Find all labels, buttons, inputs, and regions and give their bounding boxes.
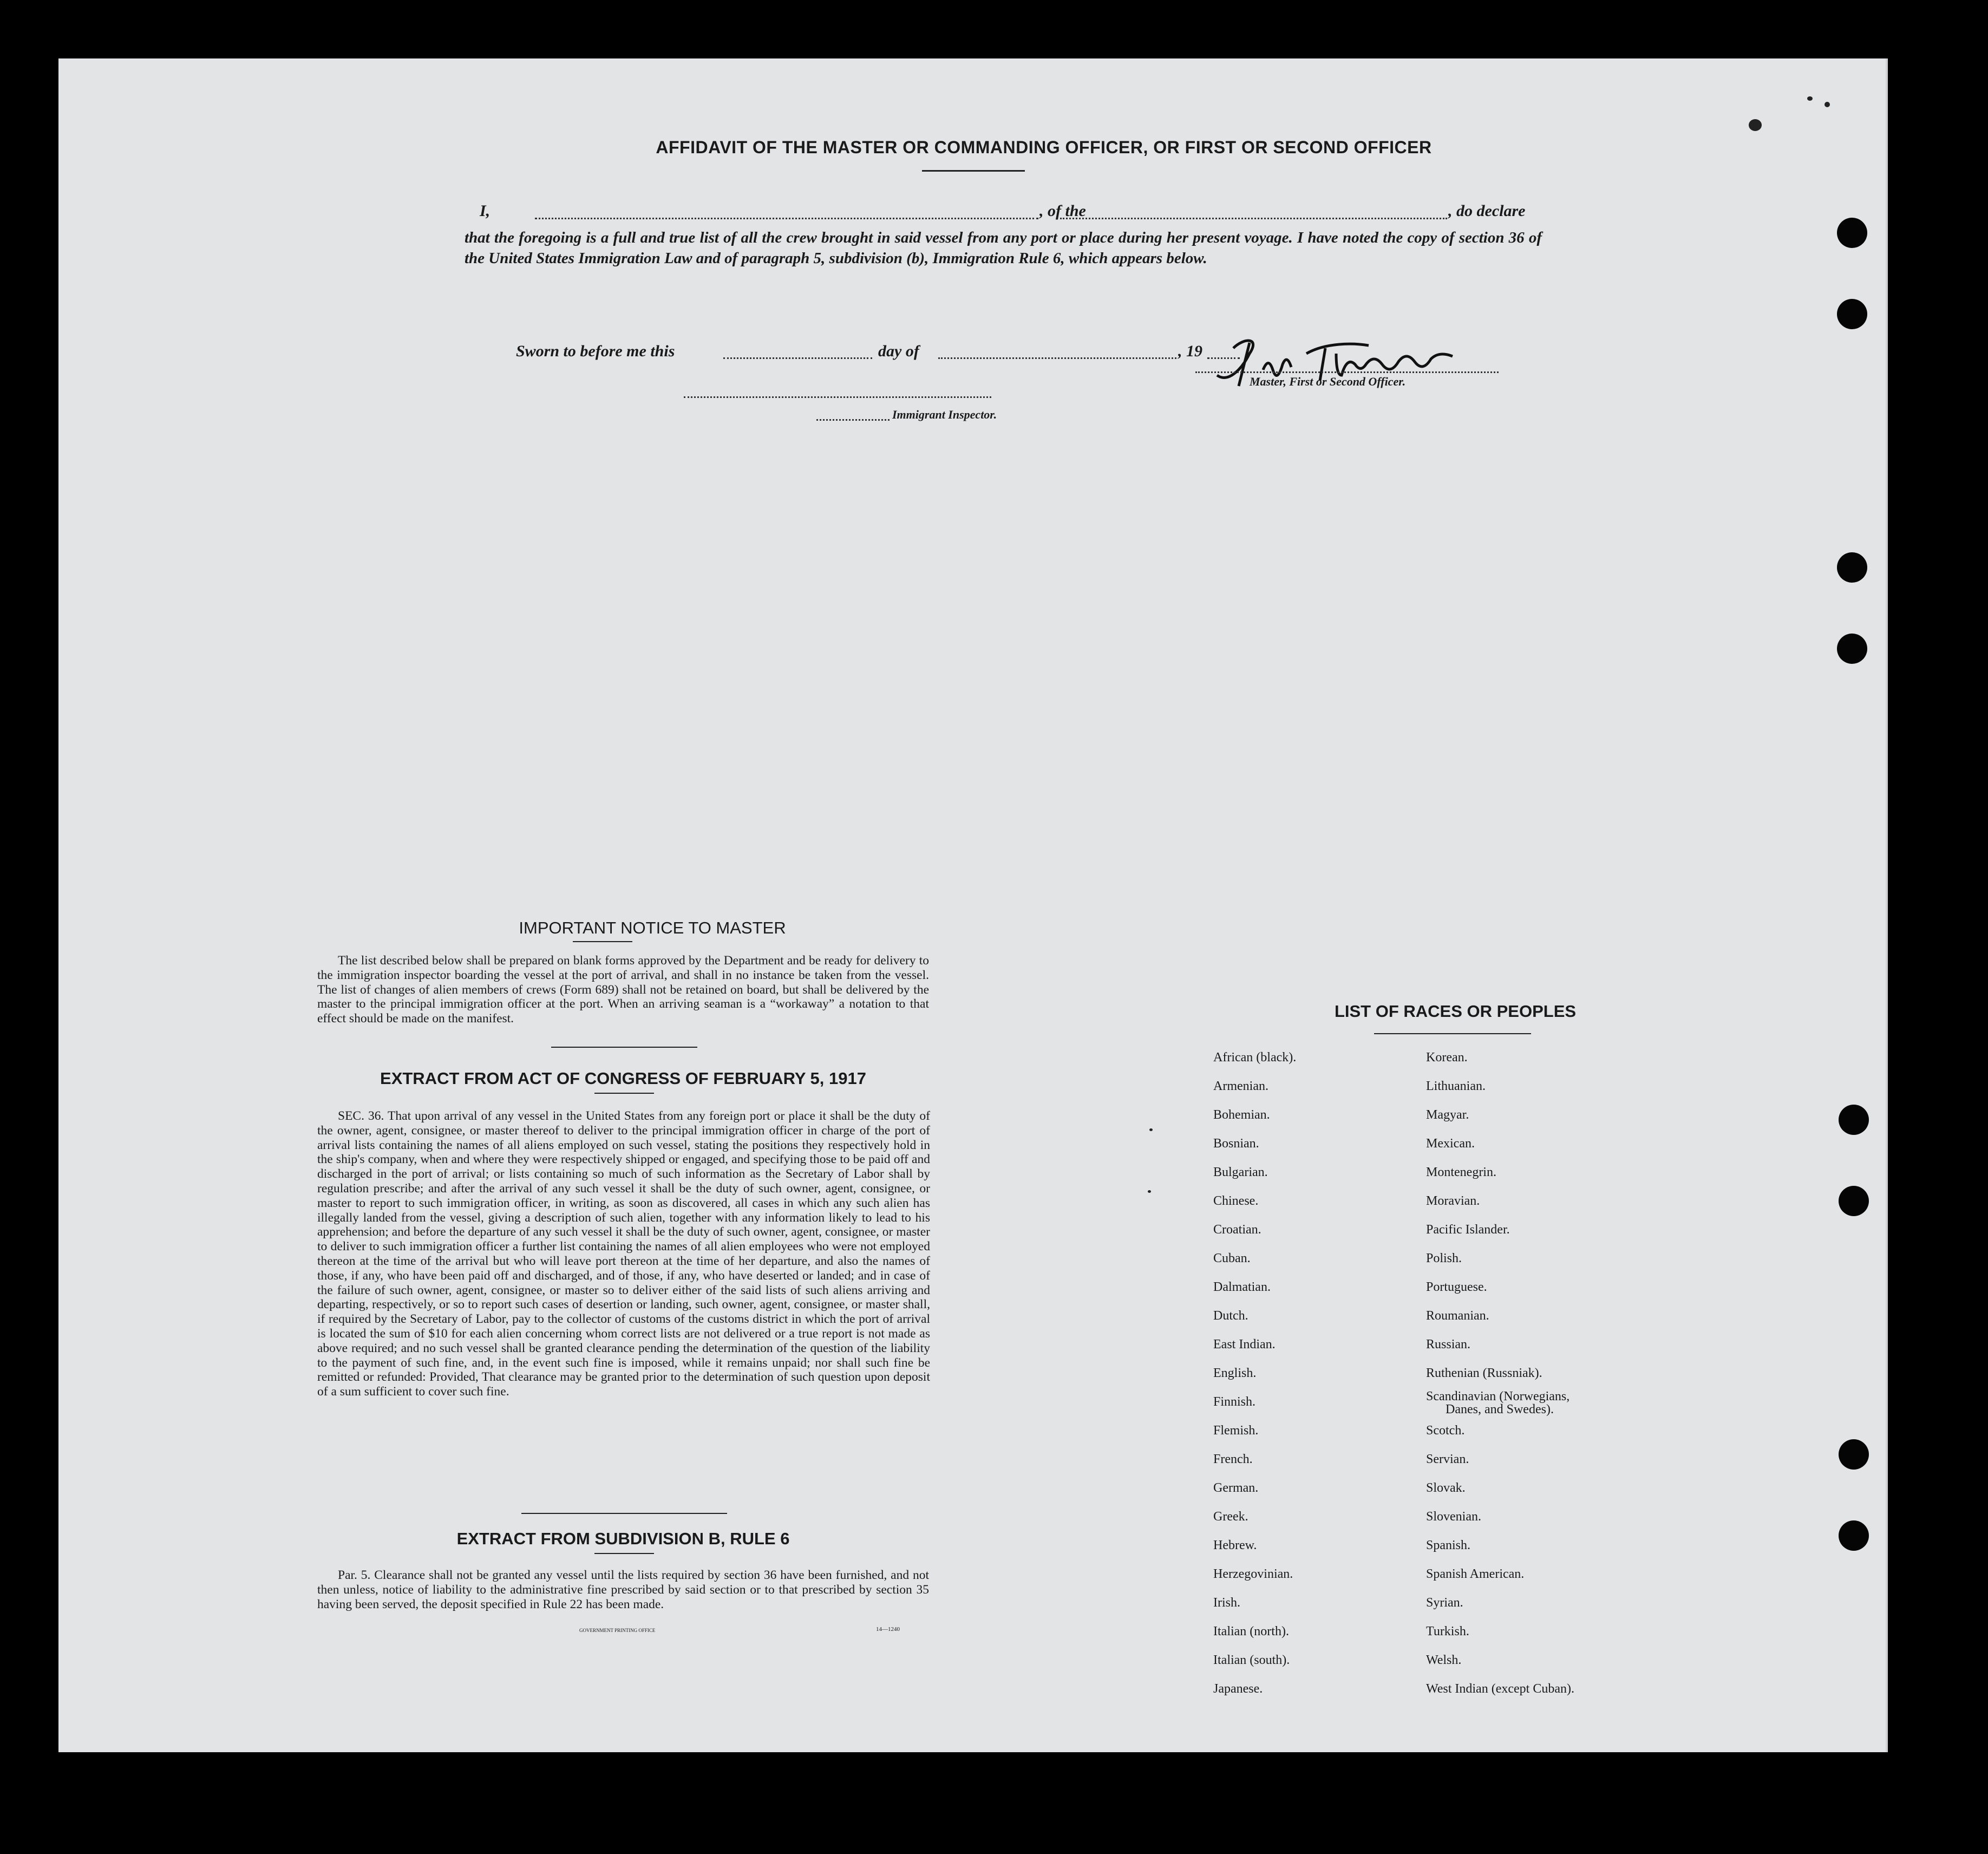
signer-label: Master, First or Second Officer.	[1250, 375, 1406, 388]
sworn-day-blank	[723, 357, 872, 359]
race-item: Polish.	[1426, 1251, 1462, 1265]
punch-hole	[1837, 218, 1867, 248]
race-item: Hebrew.	[1213, 1538, 1257, 1552]
do-declare-label: , do declare	[1448, 202, 1526, 220]
race-item: Spanish American.	[1426, 1567, 1525, 1581]
scan-speck	[1749, 119, 1762, 131]
race-item: Roumanian.	[1426, 1309, 1489, 1323]
race-item: Servian.	[1426, 1452, 1469, 1466]
extract-act-text: SEC. 36. That upon arrival of any vessel in the United States from any foreign port or place it shall be the duty of the owner, agent, consignee, or master thereof to deliver to the principal immigration officer in charge of the port of arrival lists containing the names of all aliens employed on such vessel, stating the positions they respectively hold in the ship's company, when and where they were respectively shipped or engaged, and specifying those to be paid off and discharged in the port of arrival; or lists containing so much of such information as the Secretary of Labor shall by regulation prescribe; and after the arrival of any such vessel it shall be the duty of such owner, agent, consignee, or master to report to such immigration officer, in writing, as soon as discovered, all cases in which any such alien has illegally landed from the vessel, giving a description of such alien, together with any information likely to lead to his apprehension; and before the departure of any such vessel it shall be the duty of such owner, agent, consignee, or master to deliver to such immigration officer a further list containing the names of all alien employees who were not employed thereon at the time of the arrival but who will leave port thereon at the time of her departure, and also the names of those, if any, who have been paid off and discharged, and of those, if any, who have deserted or landed; and in case of the failure of such owner, agent, consignee, or master so to deliver either of the said lists of such aliens arriving and departing, respectively, or so to report such cases of desertion or landing, such owner, agent, consignee, or master shall, if required by the Secretary of Labor, pay to the collector of customs of the customs district in which the port of arrival is located the sum of $10 for each alien concerning whom correct lists are not delivered or a true report is not made as above required; and no such vessel shall be granted clearance pending the determination of the question of the liability to the payment of such fine, and, in the event such fine is imposed, while it remains unpaid; nor shall such fine be remitted or refunded: Provided, That clearance may be granted prior to the determination of such question upon deposit of a sum sufficient to cover such fine.	[317, 1109, 930, 1399]
race-item: Chinese.	[1213, 1194, 1259, 1208]
race-item: African (black).	[1213, 1050, 1297, 1065]
race-item: Magyar.	[1426, 1108, 1469, 1122]
punch-hole	[1839, 1186, 1869, 1216]
race-item: Syrian.	[1426, 1596, 1463, 1610]
races-rule	[1374, 1033, 1531, 1034]
race-item: Pacific Islander.	[1426, 1223, 1510, 1237]
punch-hole	[1839, 1439, 1869, 1470]
race-item: Korean.	[1426, 1050, 1468, 1065]
race-item: Spanish.	[1426, 1538, 1471, 1552]
race-item: Bulgarian.	[1213, 1165, 1268, 1179]
extract-rule-title: EXTRACT FROM SUBDIVISION B, RULE 6	[456, 1529, 790, 1548]
vessel-name-blank	[1060, 218, 1447, 219]
printer-imprint: GOVERNMENT PRINTING OFFICE	[579, 1628, 656, 1633]
race-item: Turkish.	[1426, 1624, 1469, 1638]
race-item: Irish.	[1213, 1596, 1240, 1610]
race-item: French.	[1213, 1452, 1253, 1466]
race-item: Croatian.	[1213, 1223, 1261, 1237]
form-code: 14—1240	[876, 1626, 900, 1633]
scan-speck	[1807, 96, 1813, 101]
affidavit-statement: that the foregoing is a full and true list of all the crew brought in said vessel from any port or place during her present voyage. I have noted the copy of section 36 of the United States Immigration Law and of paragraph 5, subdivision (b), Immigration Rule 6, which appears below.	[465, 229, 1542, 267]
extract-rule-rule	[594, 1553, 654, 1554]
year-label: , 19	[1178, 342, 1202, 360]
title-rule	[922, 170, 1025, 172]
race-item: Armenian.	[1213, 1079, 1268, 1093]
extract-act-rule	[594, 1093, 654, 1094]
race-item: Mexican.	[1426, 1137, 1475, 1151]
race-item: Dalmatian.	[1213, 1280, 1271, 1294]
declarant-name-blank	[535, 218, 1038, 219]
race-item: Cuban.	[1213, 1251, 1251, 1265]
day-of-label: day of	[878, 342, 919, 360]
race-item: Montenegrin.	[1426, 1165, 1496, 1179]
race-item: Italian (north).	[1213, 1624, 1289, 1638]
race-item: Bohemian.	[1213, 1108, 1270, 1122]
notice-rule	[573, 941, 632, 942]
race-item: Lithuanian.	[1426, 1079, 1486, 1093]
race-item: East Indian.	[1213, 1337, 1276, 1352]
sworn-year-blank	[1207, 357, 1240, 359]
race-item: Italian (south).	[1213, 1653, 1290, 1667]
scan-speck	[1824, 102, 1830, 107]
scan-speck	[1148, 1190, 1151, 1193]
signature-line	[1195, 371, 1499, 373]
notice-text: The list described below shall be prepared on blank forms approved by the Department and be ready for delivery to the immigration inspector boarding the vessel at the port of arrival, and shall in no instance be taken from the vessel. The list of changes of alien members of crews (Form 689) shall not be retained on board, but shall be delivered by the master to the principal immigration officer at the port. When an arriving seaman is a “workaway” a notation to that effect should be made on the manifest.	[317, 954, 929, 1026]
race-item: German.	[1213, 1481, 1259, 1495]
race-item: Slovak.	[1426, 1481, 1466, 1495]
document-page	[58, 58, 1888, 1752]
sworn-label: Sworn to before me this	[516, 342, 675, 360]
race-item: Dutch.	[1213, 1309, 1248, 1323]
race-item: Welsh.	[1426, 1653, 1462, 1667]
punch-hole	[1839, 1105, 1869, 1135]
race-item: Herzegovinian.	[1213, 1567, 1293, 1581]
section-divider	[551, 1047, 697, 1048]
races-title: LIST OF RACES OR PEOPLES	[1334, 1002, 1577, 1021]
punch-hole	[1837, 634, 1867, 664]
race-item-continuation: Danes, and Swedes).	[1446, 1402, 1554, 1416]
scan-speck	[1149, 1128, 1153, 1131]
of-the-label: , of the	[1039, 202, 1086, 220]
punch-hole	[1837, 552, 1867, 583]
race-item: Finnish.	[1213, 1395, 1256, 1409]
race-item: Flemish.	[1213, 1424, 1259, 1438]
race-item: Ruthenian (Russniak).	[1426, 1366, 1542, 1380]
race-item: Scandinavian (Norwegians,	[1426, 1389, 1570, 1403]
inspector-label: Immigrant Inspector.	[892, 408, 997, 421]
affidavit-title: AFFIDAVIT OF THE MASTER OR COMMANDING OFFICER, OR FIRST OR SECOND OFFICER	[656, 138, 1432, 157]
race-item: Scotch.	[1426, 1424, 1465, 1438]
sworn-month-blank	[938, 357, 1176, 359]
race-item: Bosnian.	[1213, 1137, 1259, 1151]
race-item: English.	[1213, 1366, 1257, 1380]
inspector-name-blank	[816, 419, 890, 421]
race-item: Japanese.	[1213, 1682, 1263, 1696]
extract-rule-text: Par. 5. Clearance shall not be granted any vessel until the lists required by section 36 have been furnished, and not then unless, notice of liability to the administrative fine prescribed by said section or to that prescribed by section 35 having been served, the deposit specified in Rule 22 has been made.	[317, 1568, 929, 1611]
extract-act-title: EXTRACT FROM ACT OF CONGRESS OF FEBRUARY 5, 1917	[380, 1069, 866, 1088]
race-item: Slovenian.	[1426, 1510, 1481, 1524]
punch-hole	[1837, 299, 1867, 329]
race-item: Greek.	[1213, 1510, 1248, 1524]
race-item: Portuguese.	[1426, 1280, 1487, 1294]
punch-hole	[1839, 1520, 1869, 1551]
race-item: Russian.	[1426, 1337, 1471, 1352]
inspector-signature-line	[684, 396, 991, 398]
notice-title: IMPORTANT NOTICE TO MASTER	[519, 918, 786, 937]
section-divider	[521, 1513, 727, 1514]
race-item: West Indian (except Cuban).	[1426, 1682, 1574, 1696]
declarant-prefix: I,	[480, 202, 491, 220]
race-item: Moravian.	[1426, 1194, 1480, 1208]
